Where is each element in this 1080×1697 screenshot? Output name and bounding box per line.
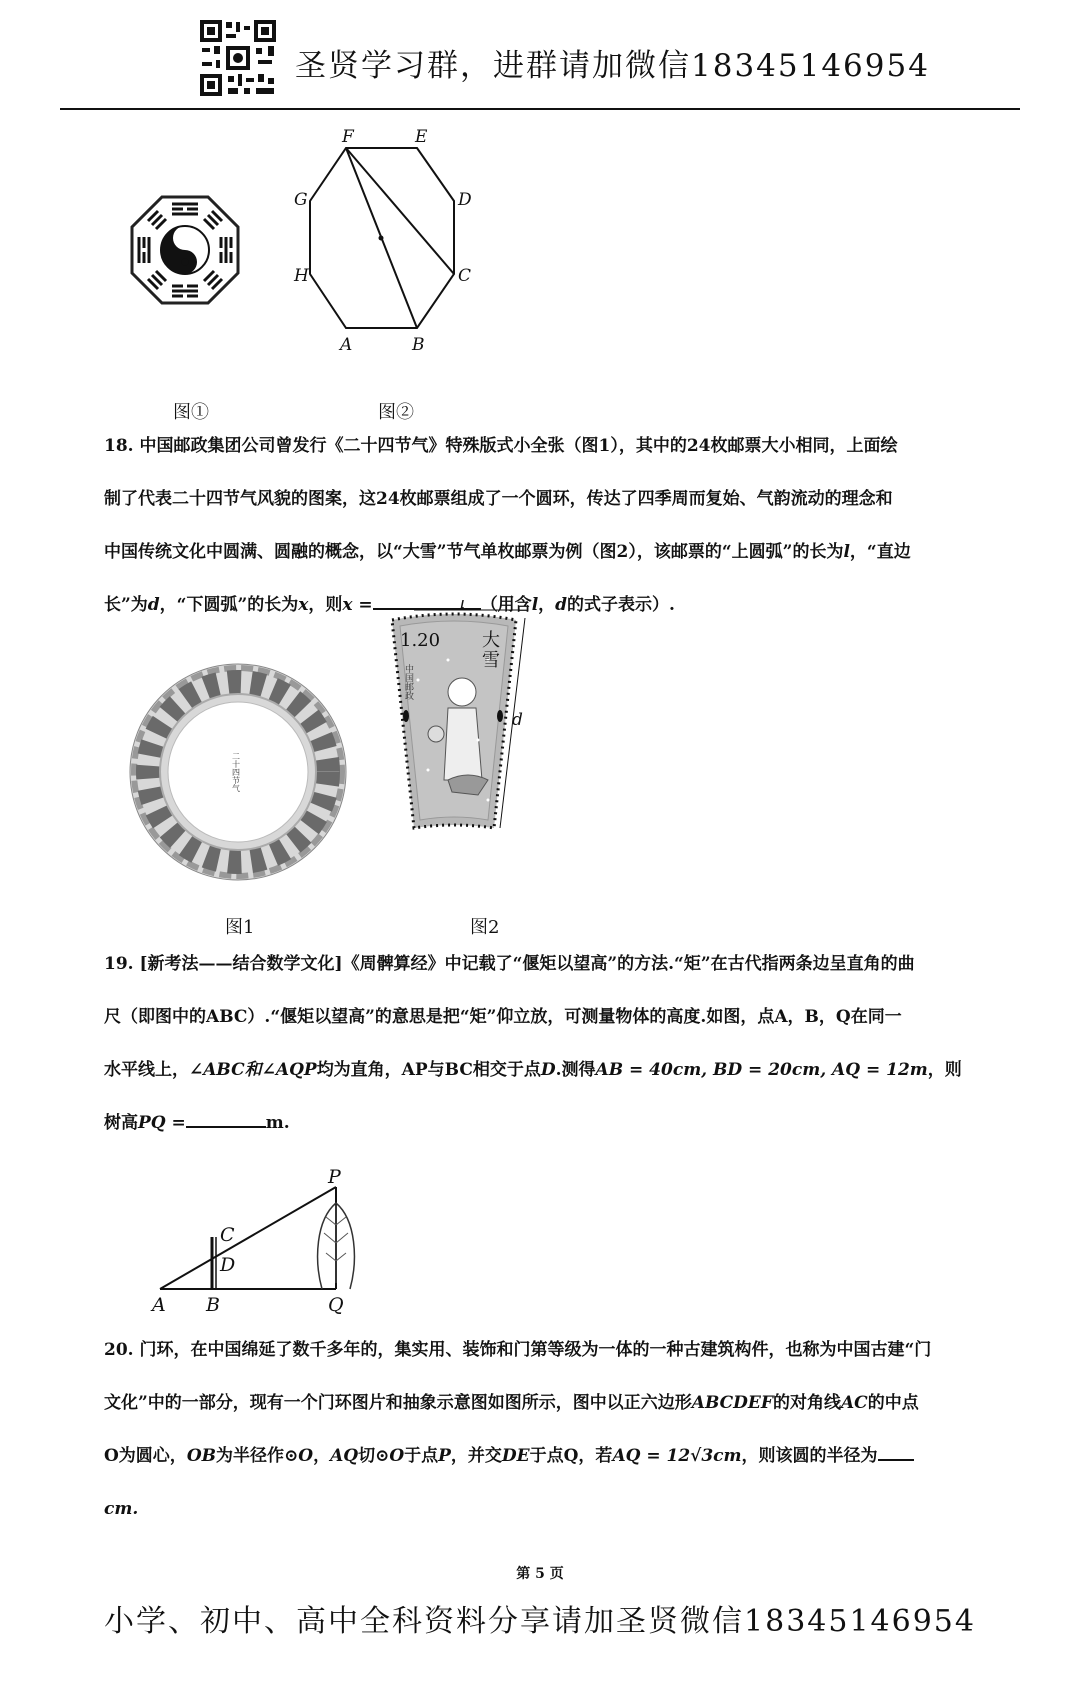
question-text-line: cm. (104, 1499, 139, 1519)
stamp-name-char: 大 (482, 630, 500, 651)
stamp-side-text: 中国邮政 (403, 664, 413, 700)
octagon-label: F (342, 128, 354, 147)
point-label: P (328, 1166, 341, 1188)
label-l: l (460, 600, 466, 613)
point-label: Q (328, 1294, 344, 1316)
figure-caption: 图① (173, 402, 209, 423)
octagon-label: H (294, 266, 309, 286)
question-text-line: 制了代表二十四节气风貌的图案，这24枚邮票组成了一个圆环，传达了四季周而复始、气韵流动的理念和 (104, 489, 893, 509)
footer-text: 小学、初中、高中全科资料分享请加圣贤微信18345146954 (104, 1604, 976, 1639)
figure-caption: 图② (378, 402, 414, 423)
bagua-figure (130, 195, 240, 309)
question-text-line: 19. [新考法——结合数学文化]《周髀算经》中记载了“偃矩以望高”的方法.“矩”在古代指两条边呈直角的曲 (104, 954, 915, 974)
question-text-line: 20. 门环，在中国绵延了数千多年的，集实用、装饰和门第等级为一体的一种古建筑构件，也称为中国古建“门 (104, 1340, 932, 1360)
ring-center-text: 二十四节气 (231, 752, 241, 792)
octagon-label: G (294, 190, 308, 210)
label-d: d (512, 710, 523, 730)
question-text-line: 水平线上，∠ABC和∠AQP均为直角，AP与BC相交于点D.测得AB = 40cm, BD = 20cm, AQ = 12m，则 (104, 1060, 962, 1080)
point-label: A (152, 1294, 166, 1316)
question-text-line: 中国传统文化中圆满、圆融的概念，以“大雪”节气单枚邮票为例（图2），该邮票的“上圆弧”的长为l，“直边 (104, 542, 911, 562)
figure-caption: 图1 (225, 917, 255, 938)
octagon-figure (250, 128, 490, 367)
question-20 (104, 1324, 984, 1536)
point-label: C (220, 1224, 235, 1246)
stamp-value: 1.20 (400, 630, 441, 651)
question-19 (104, 938, 984, 1150)
question-text-line: 18. 中国邮政集团公司曾发行《二十四节气》特殊版式小全张（图1），其中的24枚邮票大小相同，上面绘 (104, 436, 898, 456)
page-number: 第 5 页 (516, 1566, 564, 1582)
octagon-label: A (340, 335, 353, 355)
stamp-name-char: 雪 (482, 650, 500, 671)
octagon-label: E (415, 128, 428, 147)
figure-caption: 图2 (470, 917, 500, 938)
header-divider (60, 108, 1020, 110)
stamp-figure (388, 600, 548, 839)
octagon-label: D (458, 190, 472, 210)
answer-blank[interactable] (186, 1125, 266, 1128)
octagon-label: C (458, 266, 472, 286)
point-label: D (220, 1254, 236, 1276)
octagon-label: B (412, 335, 425, 355)
height-measure-figure (140, 1165, 380, 1329)
question-text-line: O为圆心，OB为半径作⊙O，AQ切⊙O于点P，并交DE于点Q，若AQ = 12√3cm，则该圆的半径为 (104, 1430, 984, 1483)
question-text-line: 树高PQ = m. (104, 1113, 290, 1133)
question-text-line: 文化”中的一部分，现有一个门环图片和抽象示意图如图所示，图中以正六边形ABCDEF的对角线AC的中点 (104, 1393, 919, 1413)
answer-blank[interactable] (878, 1458, 914, 1461)
stamp-ring-figure (128, 662, 348, 886)
question-text-line: 尺（即图中的ABC）.“偃矩以望高”的意思是把“矩”仰立放，可测量物体的高度.如图，点A，B，Q在同一 (104, 1007, 902, 1027)
point-label: B (206, 1294, 220, 1316)
header-text: 圣贤学习群，进群请加微信18345146954 (295, 48, 930, 84)
qr-code (198, 18, 278, 98)
question-text-line: 长”为d，“下圆弧”的长为x，则x = （用含l，d的式子表示）. (104, 595, 675, 615)
